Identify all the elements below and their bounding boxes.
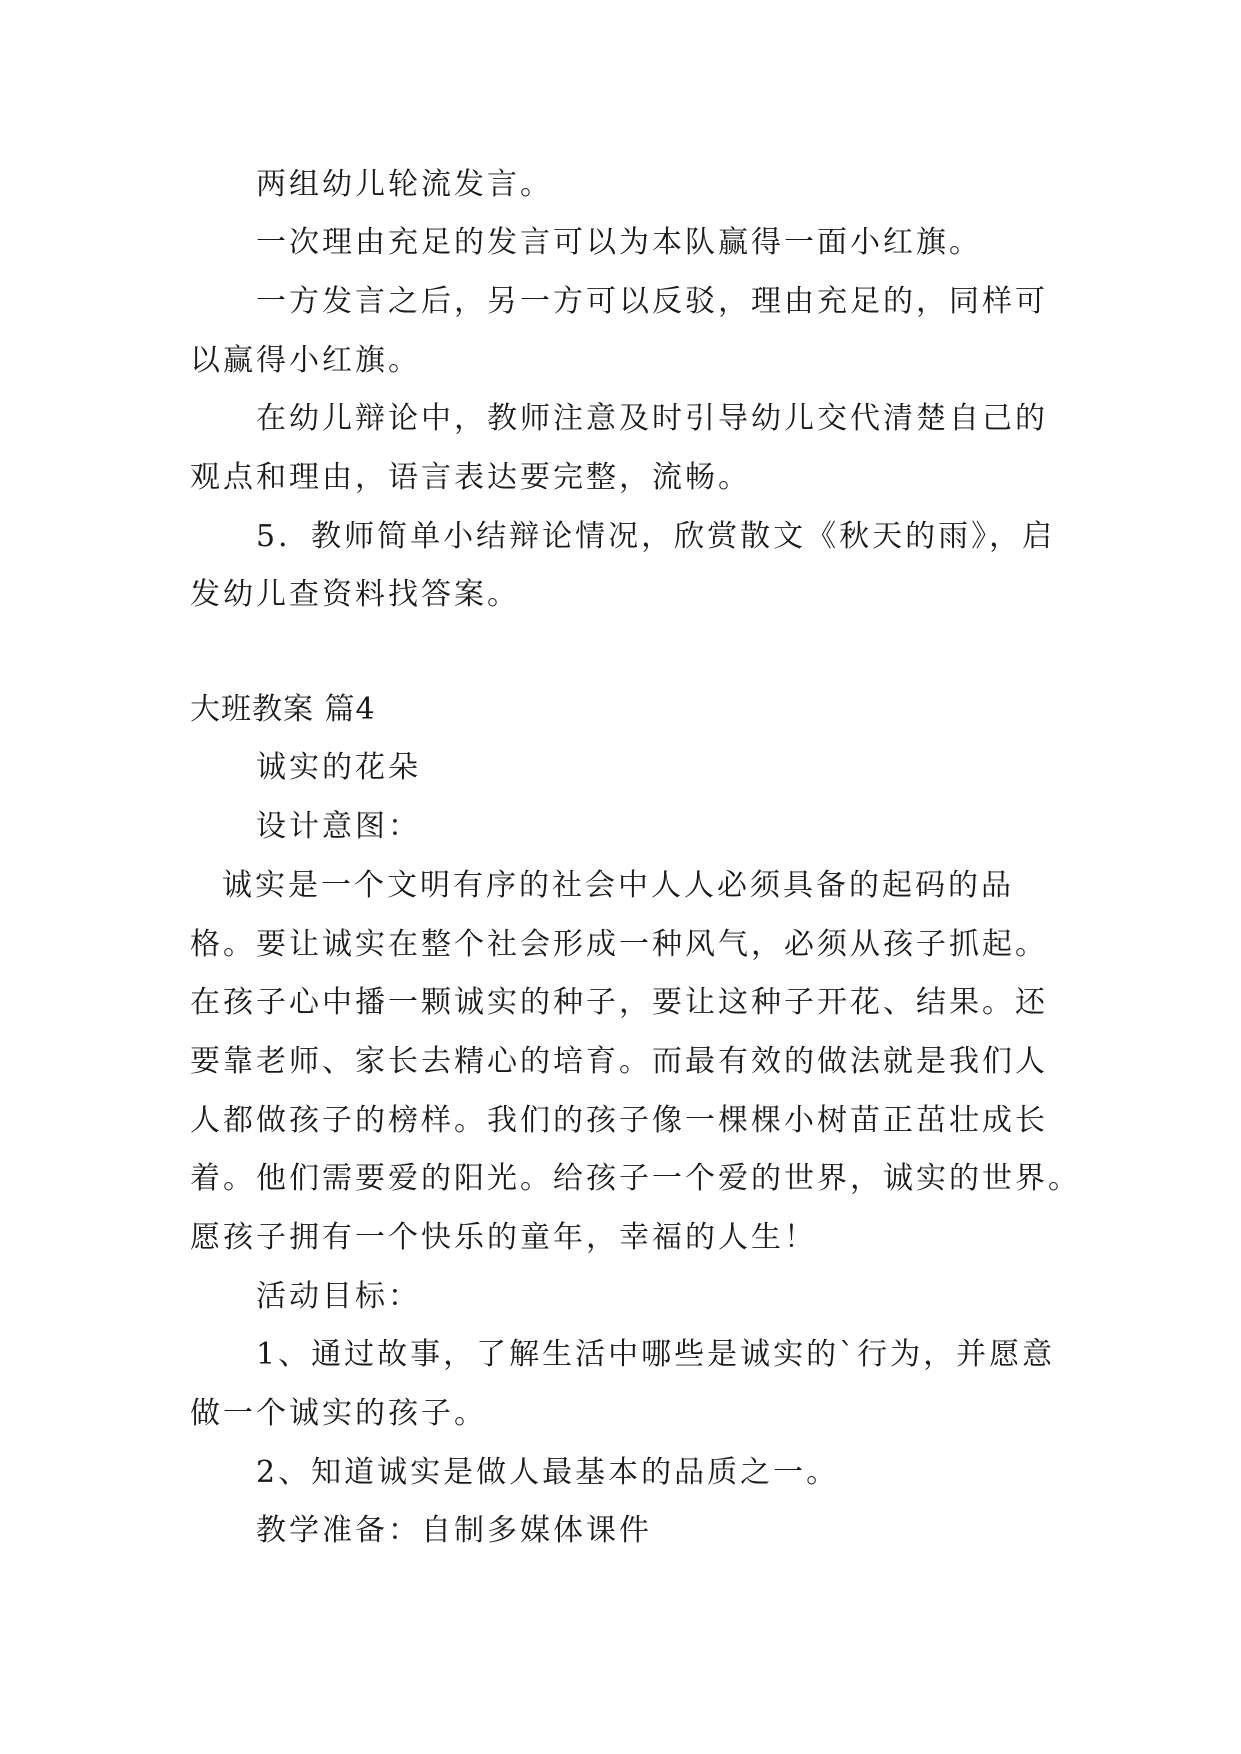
activity-goals-label: 活动目标： bbox=[256, 1279, 421, 1314]
paragraph-teacher-guidance-line-2: 观点和理由，语言表达要完整，流畅。 bbox=[190, 460, 751, 495]
goal-2: 2、知道诚实是做人最基本的品质之一。 bbox=[256, 1455, 840, 1490]
paragraph-rebuttal-line-1: 一方发言之后，另一方可以反驳，理由充足的，同样可 bbox=[256, 284, 1048, 319]
paragraph-step-5-line-2: 发幼儿查资料找答案。 bbox=[190, 577, 520, 612]
design-intent-label: 设计意图： bbox=[256, 809, 421, 844]
design-intent-line: 人都做孩子的榜样。我们的孩子像一棵棵小树苗正茁壮成长 bbox=[190, 1103, 1048, 1138]
design-intent-line: 在孩子心中播一颗诚实的种子，要让这种子开花、结果。还 bbox=[190, 985, 1048, 1020]
paragraph-rebuttal-line-2: 以赢得小红旗。 bbox=[190, 343, 421, 378]
paragraph-take-turns: 两组幼儿轮流发言。 bbox=[256, 167, 553, 202]
paragraph-red-flag: 一次理由充足的发言可以为本队赢得一面小红旗。 bbox=[256, 225, 982, 260]
goal-1-line-2: 做一个诚实的孩子。 bbox=[190, 1396, 487, 1431]
design-intent-line: 诚实是一个文明有序的社会中人人必须具备的起码的品 bbox=[222, 868, 1014, 903]
design-intent-line: 着。他们需要爱的阳光。给孩子一个爱的世界，诚实的世界。 bbox=[190, 1161, 1081, 1196]
design-intent-line: 格。要让诚实在整个社会形成一种风气，必须从孩子抓起。 bbox=[190, 927, 1048, 962]
teaching-preparation: 教学准备：自制多媒体课件 bbox=[256, 1513, 652, 1548]
paragraph-step-5-line-1: 5．教师简单小结辩论情况，欣赏散文《秋天的雨》，启 bbox=[256, 519, 1056, 554]
section-heading: 大班教案 篇4 bbox=[190, 692, 376, 727]
design-intent-line: 要靠老师、家长去精心的培育。而最有效的做法就是我们人 bbox=[190, 1044, 1048, 1079]
paragraph-teacher-guidance-line-1: 在幼儿辩论中，教师注意及时引导幼儿交代清楚自己的 bbox=[256, 401, 1048, 436]
lesson-title: 诚实的花朵 bbox=[256, 750, 421, 785]
goal-1-line-1: 1、通过故事，了解生活中哪些是诚实的`行为，并愿意 bbox=[256, 1337, 1056, 1372]
design-intent-line: 愿孩子拥有一个快乐的童年，幸福的人生！ bbox=[190, 1220, 817, 1255]
